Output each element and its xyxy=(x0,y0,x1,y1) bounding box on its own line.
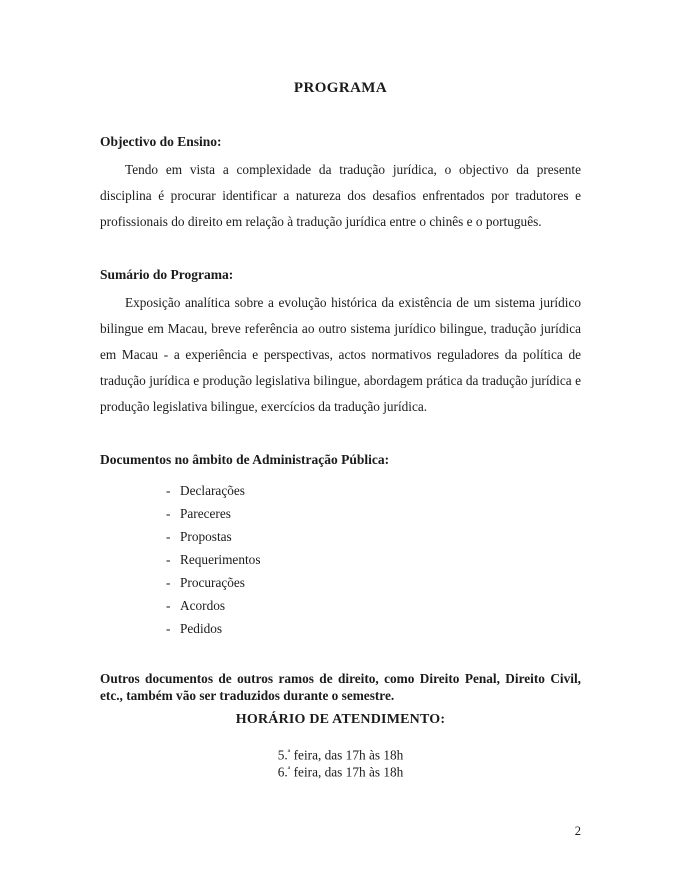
spacer xyxy=(100,235,581,267)
schedule-heading: HORÁRIO DE ATENDIMENTO: xyxy=(235,712,446,727)
spacer xyxy=(100,97,581,134)
section-paragraph-objectivo: Tendo em vista a complexidade da tradução jurídica, o objectivo da presente disciplina é procurar identificar a natureza dos desafios enfrentados por tradutores e profissionais do direito em relação à tradução jurídica entre o chinês e o português. xyxy=(100,161,581,229)
spacer xyxy=(100,640,581,670)
schedule-time: feira, das 17h às 18h xyxy=(290,747,404,763)
document-body xyxy=(100,0,581,705)
section-paragraph-sumario: Exposição analítica sobre a evolução histórica da existência de um sistema jurídico bilingue em Macau, breve referência ao outro sistema jurídico bilingue, tradução jurídica em Macau - a experiência e perspectivas, actos normativos reguladores da política de tradução jurídica e produção legislativa bilingue, abordagem prática da tradução jurídica e produção legislativa bilingue, exercícios da tradução jurídica. xyxy=(100,294,581,414)
list-item xyxy=(100,479,581,502)
documents-list xyxy=(100,469,581,640)
page-number: 2 xyxy=(574,824,581,838)
section-documentos-administracao-publica xyxy=(100,452,581,640)
schedule-day: 6. xyxy=(277,764,288,780)
spacer xyxy=(100,420,581,452)
list-item xyxy=(100,617,581,640)
section-heading-objectivo: Objectivo do Ensino: xyxy=(100,134,222,149)
schedule-line xyxy=(100,746,581,763)
bullet-dash-icon: - xyxy=(166,620,171,636)
list-item xyxy=(100,594,581,617)
section-heading-sumario: Sumário do Programa: xyxy=(100,266,234,282)
section-objectivo-do-ensino xyxy=(100,134,581,235)
section-heading-documentos: Documentos no âmbito de Administração Pública: xyxy=(100,451,390,467)
list-item xyxy=(100,502,581,525)
list-item-label: Requerimentos xyxy=(180,551,261,567)
list-item-label: Pareceres xyxy=(180,505,231,521)
ordinal-indicator: ª xyxy=(287,749,291,759)
schedule-time: feira, das 17h às 18h xyxy=(290,764,404,780)
list-item-label: Declarações xyxy=(180,482,245,498)
schedule-lines xyxy=(100,728,581,781)
list-item xyxy=(100,525,581,548)
schedule-line xyxy=(100,763,581,780)
list-item xyxy=(100,548,581,571)
page-title: PROGRAMA xyxy=(293,80,388,96)
closing-note: Outros documentos de outros ramos de direito, como Direito Penal, Direito Civil, etc., também vão ser traduzidos durante o semestre. xyxy=(100,670,581,704)
list-item-label: Propostas xyxy=(180,528,232,544)
ordinal-indicator: ª xyxy=(287,766,291,777)
list-item xyxy=(100,571,581,594)
schedule-block xyxy=(100,712,581,781)
bullet-dash-icon: - xyxy=(166,574,171,590)
bullet-dash-icon: - xyxy=(166,551,171,567)
bullet-dash-icon: - xyxy=(166,482,171,498)
bullet-dash-icon: - xyxy=(166,505,171,521)
section-sumario-do-programa xyxy=(100,267,581,420)
list-item-label: Pedidos xyxy=(180,620,223,636)
bullet-dash-icon: - xyxy=(166,528,171,544)
list-item-label: Acordos xyxy=(180,597,226,613)
bullet-dash-icon: - xyxy=(166,597,171,613)
schedule-day: 5. xyxy=(277,747,288,763)
list-item-label: Procurações xyxy=(180,574,245,590)
